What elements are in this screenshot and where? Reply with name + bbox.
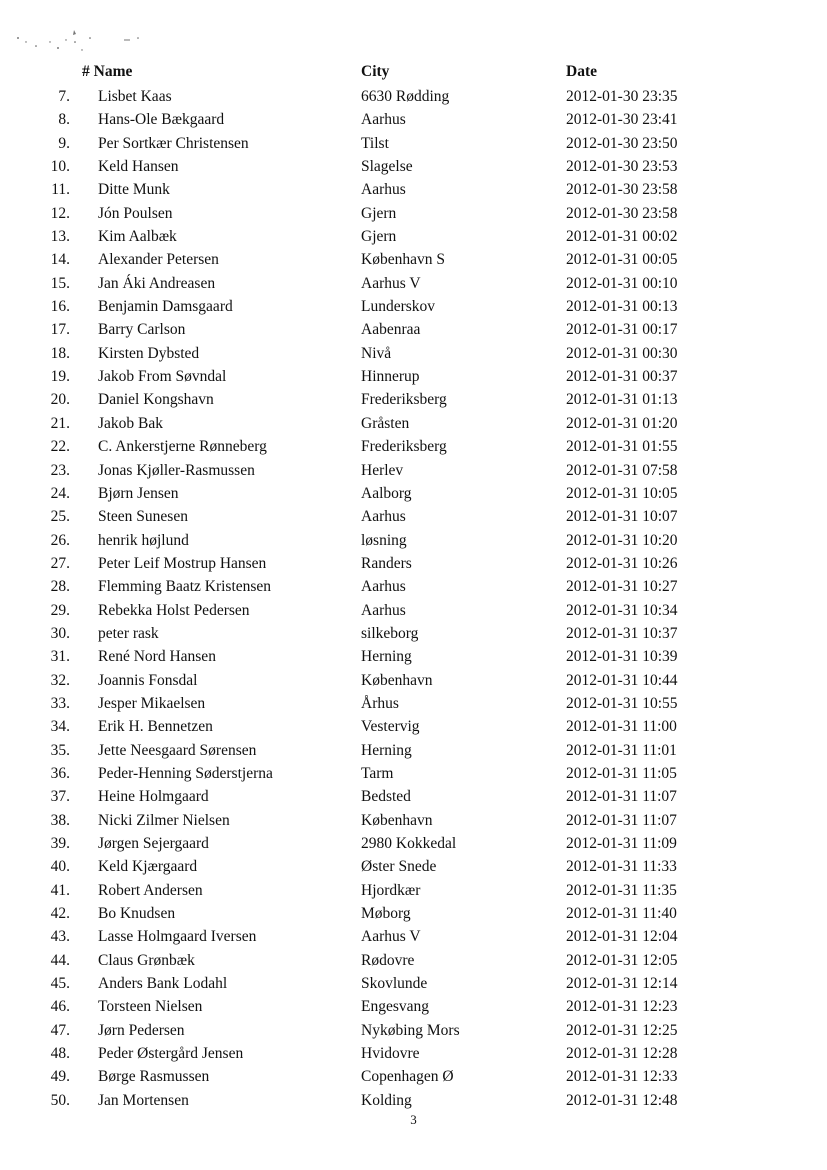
row-name: Kirsten Dybsted xyxy=(98,344,200,362)
row-city: Nivå xyxy=(361,344,392,362)
table-row xyxy=(0,599,827,622)
row-name: Ditte Munk xyxy=(98,181,170,199)
row-number: 37. xyxy=(50,788,70,806)
table-row xyxy=(0,902,827,925)
row-name: peter rask xyxy=(98,624,159,642)
row-number: 17. xyxy=(50,321,70,339)
row-name: Bo Knudsen xyxy=(98,905,176,923)
row-city: Randers xyxy=(361,554,412,572)
row-number: 15. xyxy=(50,274,70,292)
table-row xyxy=(0,879,827,902)
table-row xyxy=(0,809,827,832)
table-row xyxy=(0,248,827,271)
table-row xyxy=(0,645,827,668)
row-name: Lisbet Kaas xyxy=(98,88,172,105)
row-name: Keld Kjærgaard xyxy=(98,858,198,876)
table-row xyxy=(0,459,827,482)
row-city: Hinnerup xyxy=(361,368,420,386)
table-row xyxy=(0,785,827,808)
row-number: 26. xyxy=(50,531,70,549)
row-date: 2012-01-31 10:07 xyxy=(566,508,678,526)
row-date: 2012-01-31 10:37 xyxy=(566,624,678,642)
row-number: 43. xyxy=(50,928,70,946)
row-city: Bedsted xyxy=(361,788,411,806)
row-city: Skovlunde xyxy=(361,975,428,993)
row-name: Jan Mortensen xyxy=(98,1091,189,1109)
row-city: Aarhus xyxy=(361,111,406,129)
row-city: København xyxy=(361,671,433,689)
row-city: Herlev xyxy=(361,461,404,479)
row-name: Børge Rasmussen xyxy=(98,1068,210,1086)
header-date: Date xyxy=(566,63,597,80)
table-row xyxy=(0,972,827,995)
row-number: 39. xyxy=(50,835,70,852)
row-date: 2012-01-31 00:17 xyxy=(566,321,678,339)
row-date: 2012-01-31 11:07 xyxy=(566,788,677,806)
row-city: Nykøbing Mors xyxy=(361,1021,460,1039)
row-date: 2012-01-31 12:23 xyxy=(566,998,678,1016)
row-date: 2012-01-31 11:40 xyxy=(566,905,677,923)
table-row xyxy=(0,388,827,411)
row-number: 31. xyxy=(50,648,70,666)
row-number: 49. xyxy=(50,1068,70,1086)
table-row xyxy=(0,1089,827,1112)
row-date: 2012-01-31 00:30 xyxy=(566,344,678,362)
table-row xyxy=(0,529,827,552)
table-row xyxy=(0,132,827,155)
row-number: 42. xyxy=(50,905,70,923)
row-number: 46. xyxy=(50,998,70,1016)
row-number: 11. xyxy=(51,181,70,199)
table-row xyxy=(0,272,827,295)
row-name: Hans-Ole Bækgaard xyxy=(98,111,225,129)
row-date: 2012-01-31 10:05 xyxy=(566,484,678,502)
row-city: Møborg xyxy=(361,905,411,923)
table-row xyxy=(0,552,827,575)
table-row xyxy=(0,995,827,1018)
row-city: Aarhus xyxy=(361,601,406,619)
table-row xyxy=(0,575,827,598)
row-city: Aabenraa xyxy=(361,321,421,339)
row-number: 20. xyxy=(50,391,70,409)
row-name: Jan Áki Andreasen xyxy=(98,274,216,292)
row-date: 2012-01-31 12:25 xyxy=(566,1021,678,1039)
row-date: 2012-01-30 23:53 xyxy=(566,158,678,176)
table-row xyxy=(0,739,827,762)
row-name: Jørgen Sejergaard xyxy=(98,835,209,852)
row-city: Øster Snede xyxy=(361,858,437,876)
table-row xyxy=(0,832,827,855)
row-name: Benjamin Damsgaard xyxy=(98,298,233,316)
row-name: Anders Bank Lodahl xyxy=(98,975,228,993)
row-date: 2012-01-31 12:04 xyxy=(566,928,678,946)
row-name: Daniel Kongshavn xyxy=(98,391,214,409)
row-date: 2012-01-31 01:13 xyxy=(566,391,678,409)
row-name: Jesper Mikaelsen xyxy=(98,694,206,712)
row-number: 19. xyxy=(50,368,70,386)
row-name: Jakob Bak xyxy=(98,414,164,432)
row-date: 2012-01-31 11:01 xyxy=(566,741,677,759)
row-city: København S xyxy=(361,251,445,269)
table-row xyxy=(0,855,827,878)
row-city: Copenhagen Ø xyxy=(361,1068,454,1086)
row-date: 2012-01-31 11:05 xyxy=(566,764,677,782)
row-name: Bjørn Jensen xyxy=(98,484,179,502)
row-date: 2012-01-31 11:33 xyxy=(566,858,677,876)
row-date: 2012-01-31 10:34 xyxy=(566,601,678,619)
row-number: 29. xyxy=(50,601,70,619)
row-name: Heine Holmgaard xyxy=(98,788,209,806)
row-city: Tilst xyxy=(361,134,389,152)
row-date: 2012-01-31 12:48 xyxy=(566,1091,678,1109)
row-city: Herning xyxy=(361,648,412,666)
row-number: 38. xyxy=(50,811,70,829)
row-date: 2012-01-31 00:02 xyxy=(566,228,678,246)
row-name: Kim Aalbæk xyxy=(98,228,177,246)
row-city: Lunderskov xyxy=(361,298,436,316)
row-city: Vestervig xyxy=(361,718,420,736)
row-name: Joannis Fonsdal xyxy=(98,671,198,689)
row-city: 2980 Kokkedal xyxy=(361,835,457,852)
row-date: 2012-01-31 10:27 xyxy=(566,578,678,596)
row-name: Erik H. Bennetzen xyxy=(98,718,213,736)
row-number: 35. xyxy=(50,741,70,759)
table-row xyxy=(0,225,827,248)
row-city: Aalborg xyxy=(361,484,412,502)
row-city: Aarhus V xyxy=(361,274,421,292)
table-row xyxy=(0,85,827,108)
row-number: 8. xyxy=(58,111,70,129)
row-number: 24. xyxy=(50,484,70,502)
table-row xyxy=(0,762,827,785)
scan-specks xyxy=(12,24,152,64)
row-name: René Nord Hansen xyxy=(98,648,216,666)
row-number: 40. xyxy=(50,858,70,876)
row-date: 2012-01-31 12:05 xyxy=(566,951,678,969)
row-date: 2012-01-31 10:39 xyxy=(566,648,678,666)
row-city: Kolding xyxy=(361,1091,412,1109)
row-number: 50. xyxy=(50,1091,70,1109)
table-row xyxy=(0,622,827,645)
row-number: 12. xyxy=(50,204,70,222)
row-number: 22. xyxy=(50,438,70,456)
row-number: 32. xyxy=(50,671,70,689)
table-row xyxy=(0,295,827,318)
header-number-name: # Name xyxy=(82,63,133,80)
row-name: Rebekka Holst Pedersen xyxy=(98,601,250,619)
row-number: 18. xyxy=(50,344,70,362)
row-date: 2012-01-31 12:28 xyxy=(566,1045,678,1063)
table-row xyxy=(0,435,827,458)
row-number: 30. xyxy=(50,624,70,642)
row-number: 10. xyxy=(50,158,70,176)
row-date: 2012-01-31 01:20 xyxy=(566,414,678,432)
row-city: Hjordkær xyxy=(361,881,421,899)
table-row xyxy=(0,925,827,948)
row-city: Aarhus xyxy=(361,508,406,526)
row-number: 33. xyxy=(50,694,70,712)
row-name: Keld Hansen xyxy=(98,158,179,176)
table-row xyxy=(0,1042,827,1065)
row-number: 23. xyxy=(50,461,70,479)
row-date: 2012-01-31 11:07 xyxy=(566,811,677,829)
table-row xyxy=(0,692,827,715)
row-date: 2012-01-31 00:10 xyxy=(566,274,678,292)
row-name: Robert Andersen xyxy=(98,881,203,899)
row-name: Lasse Holmgaard Iversen xyxy=(98,928,257,946)
row-date: 2012-01-31 00:05 xyxy=(566,251,678,269)
row-number: 28. xyxy=(50,578,70,596)
row-city: løsning xyxy=(361,531,407,549)
row-name: Peter Leif Mostrup Hansen xyxy=(98,554,267,572)
row-date: 2012-01-30 23:50 xyxy=(566,134,678,152)
row-date: 2012-01-31 01:55 xyxy=(566,438,678,456)
row-name: Flemming Baatz Kristensen xyxy=(98,578,272,596)
row-city: Engesvang xyxy=(361,998,430,1016)
row-number: 21. xyxy=(50,414,70,432)
row-date: 2012-01-30 23:58 xyxy=(566,181,678,199)
row-city: Tarm xyxy=(361,764,394,782)
row-date: 2012-01-31 00:37 xyxy=(566,368,678,386)
row-name: henrik højlund xyxy=(98,531,189,549)
row-date: 2012-01-31 11:00 xyxy=(566,718,677,736)
row-date: 2012-01-31 10:20 xyxy=(566,531,678,549)
row-date: 2012-01-31 12:33 xyxy=(566,1068,678,1086)
row-name: Peder Østergård Jensen xyxy=(98,1045,244,1063)
row-city: Gråsten xyxy=(361,414,410,432)
row-date: 2012-01-30 23:35 xyxy=(566,88,678,105)
row-name: C. Ankerstjerne Rønneberg xyxy=(98,438,267,456)
row-number: 36. xyxy=(50,764,70,782)
table-row xyxy=(0,505,827,528)
row-number: 25. xyxy=(50,508,70,526)
row-city: Frederiksberg xyxy=(361,438,447,456)
row-city: Gjern xyxy=(361,204,397,222)
table-row xyxy=(0,1065,827,1088)
row-date: 2012-01-30 23:41 xyxy=(566,111,678,129)
row-name: Per Sortkær Christensen xyxy=(98,134,249,152)
table-row xyxy=(0,108,827,131)
table-row xyxy=(0,178,827,201)
row-number: 47. xyxy=(50,1021,70,1039)
row-number: 34. xyxy=(50,718,70,736)
row-number: 27. xyxy=(50,554,70,572)
row-number: 48. xyxy=(50,1045,70,1063)
row-number: 14. xyxy=(50,251,70,269)
row-date: 2012-01-31 11:09 xyxy=(566,835,677,852)
row-number: 9. xyxy=(58,134,70,152)
row-name: Jakob From Søvndal xyxy=(98,368,227,386)
row-name: Alexander Petersen xyxy=(98,251,219,269)
row-city: Århus xyxy=(361,694,399,712)
row-date: 2012-01-31 10:26 xyxy=(566,554,678,572)
table-row xyxy=(0,669,827,692)
row-date: 2012-01-30 23:58 xyxy=(566,204,678,222)
table-row xyxy=(0,342,827,365)
table-row xyxy=(0,482,827,505)
header-city: City xyxy=(361,63,390,80)
row-city: Aarhus V xyxy=(361,928,421,946)
row-city: Aarhus xyxy=(361,578,406,596)
table-row xyxy=(0,949,827,972)
row-name: Jørn Pedersen xyxy=(98,1021,185,1039)
table-row xyxy=(0,365,827,388)
row-number: 44. xyxy=(50,951,70,969)
row-name: Jonas Kjøller-Rasmussen xyxy=(98,461,255,479)
row-city: København xyxy=(361,811,433,829)
row-name: Jette Neesgaard Sørensen xyxy=(98,741,257,759)
row-date: 2012-01-31 11:35 xyxy=(566,881,677,899)
table-row xyxy=(0,412,827,435)
row-name: Torsteen Nielsen xyxy=(98,998,203,1016)
row-name: Barry Carlson xyxy=(98,321,186,339)
table-row xyxy=(0,155,827,178)
page-number: 3 xyxy=(410,1112,417,1127)
row-name: Claus Grønbæk xyxy=(98,951,195,969)
row-city: Slagelse xyxy=(361,158,413,176)
row-city: Rødovre xyxy=(361,951,415,969)
row-name: Jón Poulsen xyxy=(98,204,173,222)
row-name: Steen Sunesen xyxy=(98,508,188,526)
row-date: 2012-01-31 00:13 xyxy=(566,298,678,316)
row-city: Frederiksberg xyxy=(361,391,447,409)
row-name: Nicki Zilmer Nielsen xyxy=(98,811,230,829)
row-number: 45. xyxy=(50,975,70,993)
row-city: Aarhus xyxy=(361,181,406,199)
row-city: silkeborg xyxy=(361,624,419,642)
row-date: 2012-01-31 07:58 xyxy=(566,461,678,479)
table-row xyxy=(0,318,827,341)
table-row xyxy=(0,1019,827,1042)
row-number: 13. xyxy=(50,228,70,246)
table-row xyxy=(0,202,827,225)
row-date: 2012-01-31 10:55 xyxy=(566,694,678,712)
row-number: 16. xyxy=(50,298,70,316)
signature-list xyxy=(0,85,827,1112)
row-city: Herning xyxy=(361,741,412,759)
row-date: 2012-01-31 12:14 xyxy=(566,975,678,993)
row-date: 2012-01-31 10:44 xyxy=(566,671,678,689)
row-number: 7. xyxy=(58,88,70,105)
row-name: Peder-Henning Søderstjerna xyxy=(98,764,273,782)
row-city: Gjern xyxy=(361,228,397,246)
row-number: 41. xyxy=(50,881,70,899)
row-city: Hvidovre xyxy=(361,1045,420,1063)
table-row xyxy=(0,715,827,738)
row-city: 6630 Rødding xyxy=(361,88,450,105)
